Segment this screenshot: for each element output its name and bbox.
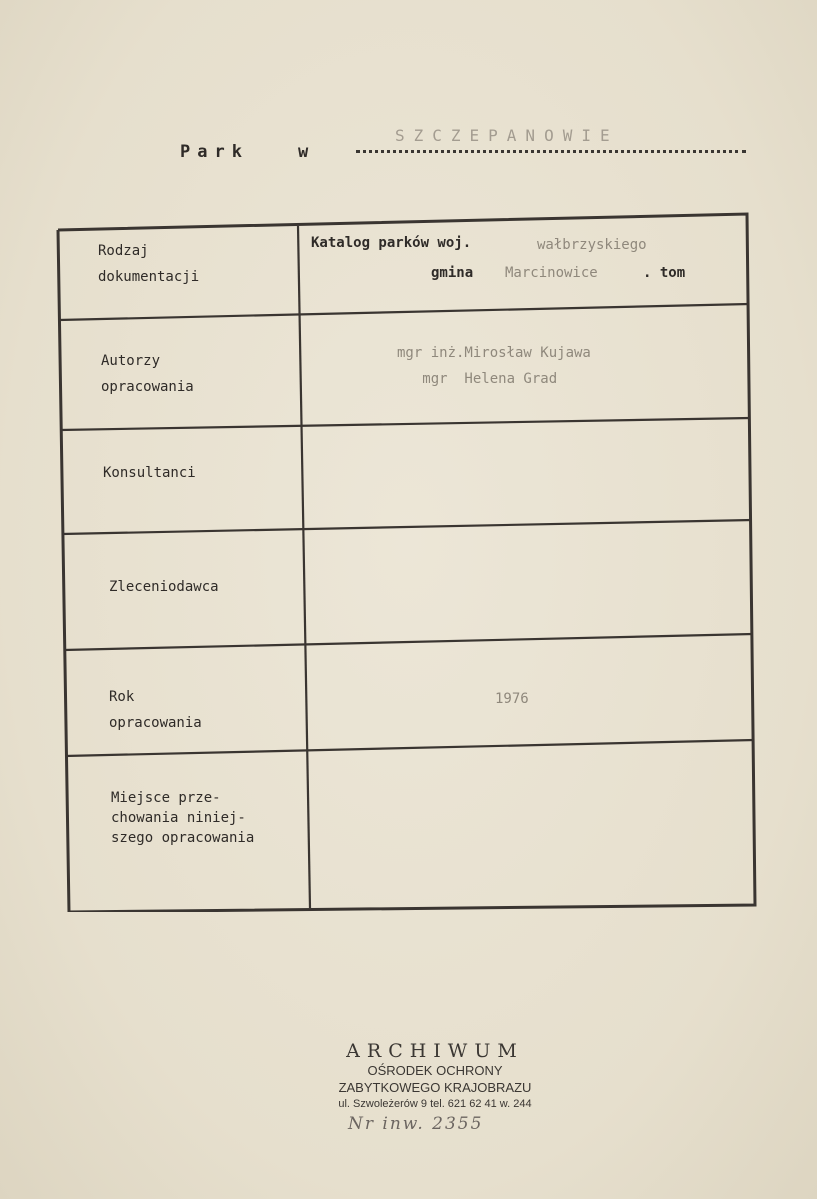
label-zleceniodawca: Zleceniodawca (109, 579, 219, 595)
stamp-title: ARCHIWUM (346, 1040, 524, 1062)
stamp-line-1: OŚRODEK OCHRONY (367, 1063, 503, 1078)
label-miejsce: Miejsce prze- chowania niniej- szego opracowania (111, 790, 255, 846)
label-rodzaj-dokumentacji: Rodzaj dokumentacji (98, 243, 200, 285)
stamp-line-2: ZABYTKOWEGO KRAJOBRAZU (338, 1080, 532, 1095)
title-dotted-line (356, 148, 746, 153)
value-gmina-name: Marcinowice (505, 265, 598, 281)
label-rok: Rok opracowania (109, 689, 202, 731)
handwritten-inventory-number: Nr inw. 2355 (348, 1114, 484, 1134)
archive-stamp (300, 1040, 570, 1113)
value-gmina-label: gmina (431, 265, 474, 281)
title-place-name: SZCZEPANOWIE (395, 126, 619, 145)
documentation-table (55, 212, 765, 912)
value-wojewodztwo: wałbrzyskiego (537, 237, 647, 253)
value-autorzy: mgr inż.Mirosław Kujawa mgr Helena Grad (397, 345, 591, 387)
title-preposition: w (298, 142, 313, 162)
label-autorzy: Autorzy opracowania (101, 353, 194, 395)
label-konsultanci: Konsultanci (103, 465, 196, 481)
stamp-line-3: ul. Szwoleżerów 9 tel. 621 62 41 w. 244 (338, 1098, 532, 1110)
value-tom: . tom (643, 265, 686, 281)
title-label: Park (180, 142, 249, 162)
value-rok: 1976 (495, 691, 529, 707)
document-title (180, 126, 760, 166)
value-katalog: Katalog parków woj. (311, 235, 472, 251)
